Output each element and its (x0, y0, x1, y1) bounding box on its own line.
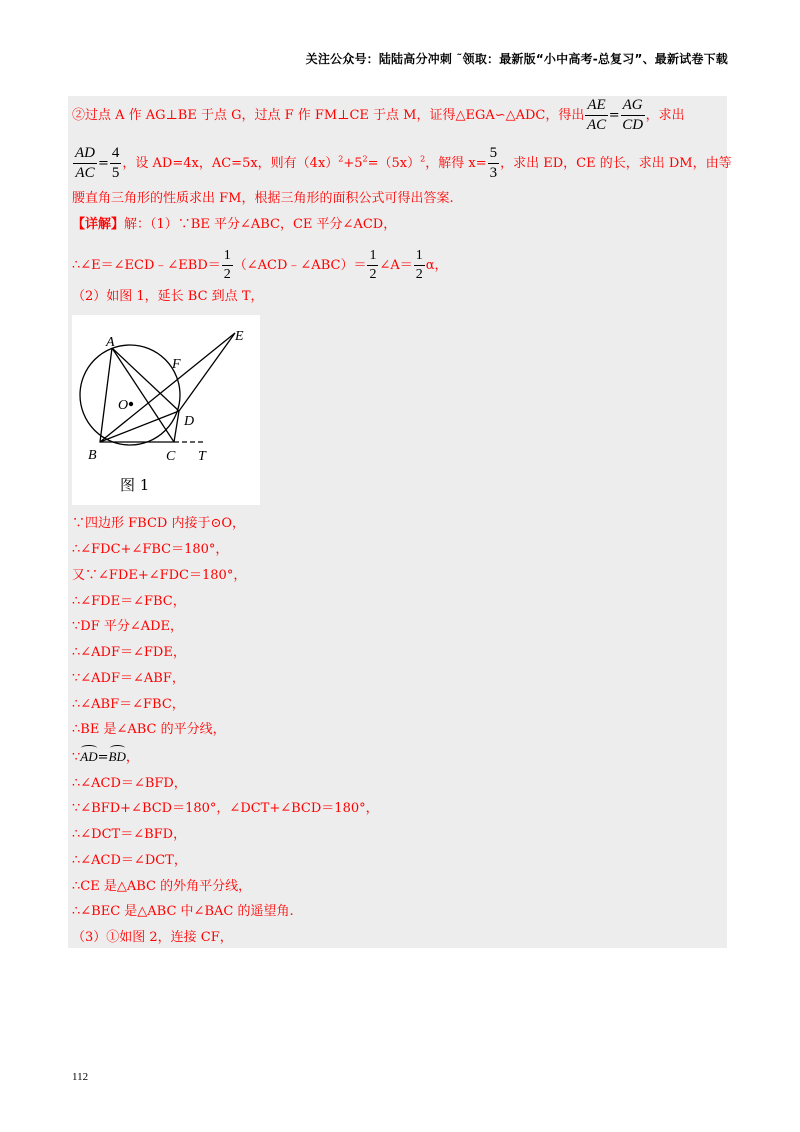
proof-step-10 (72, 748, 139, 767)
detail-tag: 【详解】 (72, 217, 125, 232)
detail-line-1 (72, 216, 396, 234)
fraction-ag-cd (621, 98, 645, 133)
text-segment: 解：（1）∵BE 平分∠ABC，CE 平分∠ACD， (124, 217, 397, 232)
label-o: O (118, 398, 129, 413)
proof-step-12: ∵∠BFD+∠BCD＝180°，∠DCT+∠BCD＝180°， (72, 801, 379, 816)
text-segment: =（5x） (367, 156, 421, 171)
fraction-numerator: 1 (367, 249, 378, 266)
proof-step-13: ∴∠DCT＝∠BFD， (72, 827, 187, 842)
text-segment: ∵ (72, 750, 81, 765)
proof-step-4: ∴∠FDE＝∠FBC， (72, 594, 186, 609)
proof-step-1: ∵四边形 FBCD 内接于⊙O， (72, 516, 245, 531)
label-c: C (166, 449, 176, 464)
fraction-5-3 (488, 146, 500, 181)
fraction-denominator: 2 (369, 267, 377, 282)
fraction-4-5 (110, 146, 122, 181)
proof-step-17: （3）①如图 2，连接 CF， (72, 930, 233, 945)
proof-step-5: ∵DF 平分∠ADE， (72, 619, 184, 634)
text-segment: ， (125, 750, 139, 765)
label-d: D (184, 414, 195, 429)
equals-sign: = (97, 750, 109, 765)
text-segment: ∴∠E＝∠ECD﹣∠EBD＝ (72, 258, 221, 273)
analysis-line-2 (72, 146, 732, 181)
proof-step-6: ∴∠ADF＝∠FDE， (72, 645, 186, 660)
fraction-numerator: AD (73, 146, 97, 164)
fraction-numerator: 5 (488, 146, 500, 164)
text-segment: ，求出 ED，CE 的长，求出 DM，由等 (500, 156, 732, 171)
text-segment: ，设 AD=4x，AC=5x，则有（4x） (122, 156, 339, 171)
text-segment: α， (425, 258, 448, 273)
geometry-figure-1 (72, 315, 260, 505)
figure-caption: 图 1 (120, 476, 150, 494)
label-a: A (106, 335, 115, 350)
fraction-denominator: CD (622, 117, 644, 133)
fraction-numerator: AG (621, 98, 645, 116)
fraction-denominator: 2 (415, 267, 423, 282)
analysis-line-1 (72, 98, 685, 133)
fraction-denominator: AC (75, 165, 95, 181)
fraction-one-half (222, 249, 233, 282)
proof-step-8: ∴∠ABF＝∠FBC， (72, 697, 185, 712)
fraction-numerator: 1 (222, 249, 233, 266)
text-segment: +5 (343, 156, 363, 171)
arc-ad: AD (80, 749, 98, 764)
fraction-ad-ac (73, 146, 97, 181)
label-f: F (172, 357, 181, 372)
label-b: B (88, 448, 97, 463)
proof-step-14: ∴∠ACD＝∠DCT， (72, 853, 187, 868)
label-e: E (235, 329, 244, 344)
segment-bd (100, 411, 179, 442)
fraction-ae-ac (585, 98, 607, 133)
text-segment: ，求出 (645, 108, 685, 123)
fraction-denominator: 2 (223, 267, 231, 282)
page-header: 关注公众号：陆陆高分冲刺 ˜领取：最新版“小中高考-总复习”、最新试卷下载 (305, 52, 728, 66)
fraction-denominator: 5 (111, 165, 120, 181)
fraction-denominator: AC (586, 117, 607, 133)
fraction-one-half (414, 249, 425, 282)
label-t: T (198, 449, 206, 464)
arc-bd: BD (108, 749, 126, 764)
text-segment: ∠A＝ (379, 258, 413, 273)
proof-step-16: ∴∠BEC 是△ABC 中∠BAC 的遥望角. (72, 904, 294, 919)
proof-step-9: ∴BE 是∠ABC 的平分线， (72, 722, 226, 737)
superscript: 2 (362, 154, 368, 164)
equals-sign: = (608, 108, 620, 123)
segment-be (100, 333, 235, 442)
center-point (129, 402, 133, 406)
fraction-denominator: 3 (489, 165, 498, 181)
segment-cd (174, 411, 179, 442)
proof-step-11: ∴∠ACD＝∠BFD， (72, 776, 187, 791)
text-segment: ②过点 A 作 AG⊥BE 于点 G，过点 F 作 FM⊥CE 于点 M，证得△EGA∽△ADC，得出 (72, 108, 585, 123)
segment-ac (112, 348, 174, 442)
proof-step-7: ∵∠ADF＝∠ABF， (72, 671, 185, 686)
fraction-numerator: 1 (414, 249, 425, 266)
superscript: 2 (420, 154, 426, 164)
proof-step-3: 又∵∠FDE+∠FDC＝180°， (72, 568, 247, 583)
fraction-numerator: 4 (110, 146, 122, 164)
fraction-numerator: AE (585, 98, 607, 116)
analysis-line-3: 腰直角三角形的性质求出 FM，根据三角形的面积公式可得出答案. (72, 191, 454, 206)
proof-step-15: ∴CE 是△ABC 的外角平分线， (72, 879, 252, 894)
fraction-one-half (367, 249, 378, 282)
equals-sign: = (98, 156, 109, 171)
text-segment: ，解得 x= (425, 156, 487, 171)
text-segment: （∠ACD﹣∠ABC）＝ (233, 258, 367, 273)
superscript: 2 (338, 154, 344, 164)
page-number: 112 (72, 1071, 89, 1083)
circle-diagram (72, 315, 260, 505)
detail-line-2 (72, 249, 448, 282)
proof-step-2: ∴∠FDC+∠FBC＝180°， (72, 542, 229, 557)
detail-line-3: （2）如图 1，延长 BC 到点 T， (72, 289, 264, 304)
